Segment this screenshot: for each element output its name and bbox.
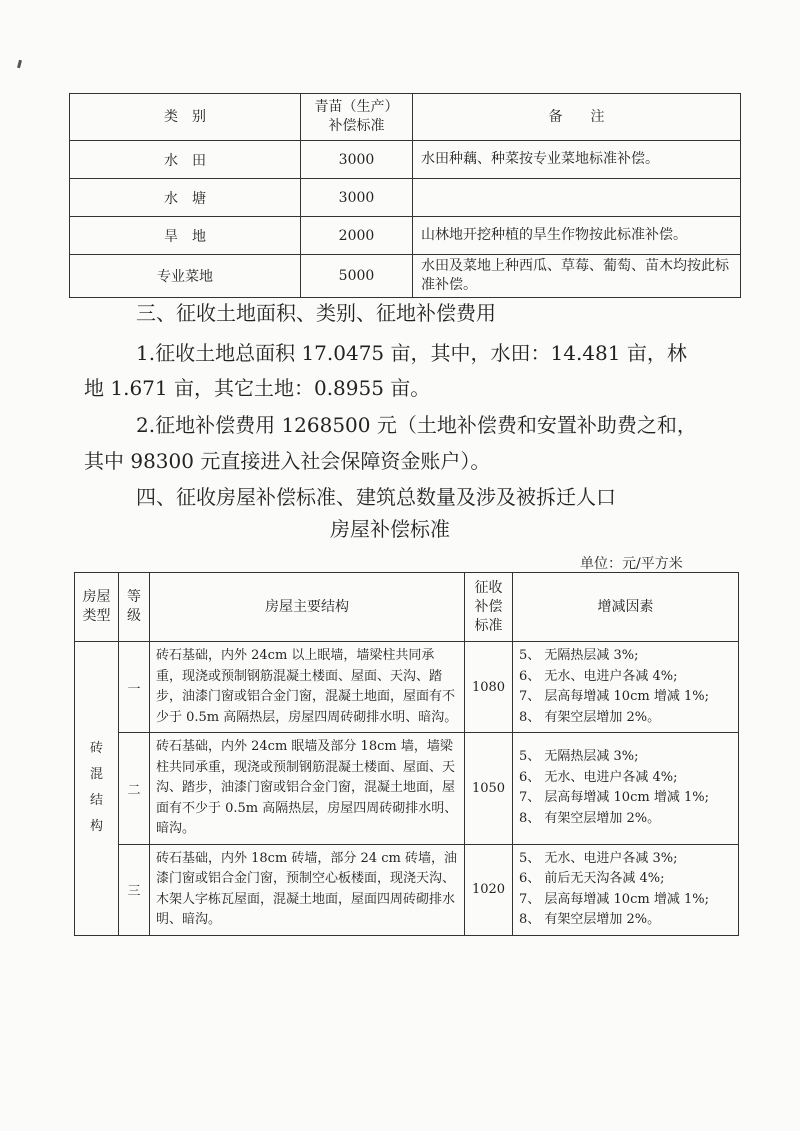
house-type: 砖混结构 — [90, 741, 104, 835]
header-house-type: 房屋 类型 — [75, 573, 119, 642]
table-row — [75, 642, 739, 733]
header-standard: 征收 补偿 标准 — [465, 573, 513, 642]
header-structure: 房屋主要结构 — [150, 573, 465, 642]
row-grade: 一 — [119, 642, 150, 733]
header-grade: 等 级 — [119, 573, 150, 642]
table-row — [70, 217, 741, 255]
section3-item1-line1: 1.征收土地总面积 17.0475 亩，其中，水田：14.481 亩，林 — [136, 341, 687, 365]
house-compensation-table — [74, 572, 739, 936]
row-category: 水 塘 — [70, 179, 301, 217]
header-category: 类 别 — [70, 94, 301, 141]
factor-item: 8、 有架空层增加 2%。 — [519, 709, 661, 725]
factor-item: 5、 无水、电进户各减 3%; — [519, 850, 678, 866]
factor-item: 7、 层高每增减 10cm 增减 1%; — [519, 790, 709, 806]
table-header-row — [75, 573, 739, 642]
row-category: 专业菜地 — [70, 255, 301, 298]
table-row — [70, 255, 741, 298]
row-grade: 二 — [119, 733, 150, 845]
table-row — [70, 141, 741, 179]
row-structure: 砖石基础，内外 18cm 砖墙，部分 24 cm 砖墙，油漆门窗或铝合金门窗，预制空心板楼面，现浇天沟、木架人字栋瓦屋面，混凝土地面，屋面四周砖砌排水明、暗沟。 — [150, 844, 465, 935]
row-standard: 1080 — [465, 642, 513, 733]
row-standard: 5000 — [301, 255, 413, 298]
table-row — [75, 733, 739, 845]
house-type-cell — [75, 642, 119, 936]
table-header-row — [70, 94, 741, 141]
row-category: 水 田 — [70, 141, 301, 179]
table-row — [75, 844, 739, 935]
factor-item: 6、 前后无天沟各减 4%; — [519, 871, 665, 886]
row-standard: 3000 — [301, 179, 413, 217]
factor-item: 7、 层高每增减 10cm 增减 1%; — [519, 689, 709, 704]
row-structure: 砖石基础，内外 24cm 眠墙及部分 18cm 墙，墙梁柱共同承重，现浇或预制钢筋混凝土楼面、屋面、天沟、踏步，油漆门窗或铝合金门窗，混凝土地面，屋面有不少于 0.5m 高隔热层，房屋四周砖砌排水明、暗沟。 — [150, 733, 465, 845]
factor-item: 5、 无隔热层减 3%; — [519, 749, 639, 765]
row-grade: 三 — [119, 844, 150, 935]
row-standard: 2000 — [301, 217, 413, 255]
row-note: 水田种藕、种菜按专业菜地标准补偿。 — [413, 141, 741, 179]
factor-item: 6、 无水、电进户各减 4%; — [519, 668, 678, 684]
row-note: 山林地开挖种植的旱生作物按此标准补偿。 — [413, 217, 741, 255]
section3-item1-line2: 地 1.671 亩，其它土地：0.8955 亩。 — [84, 376, 431, 400]
row-standard: 1050 — [465, 733, 513, 845]
section3-item2-line2: 其中 98300 元直接进入社会保障资金账户）。 — [84, 449, 491, 473]
table-row — [70, 179, 741, 217]
factor-item: 5、 无隔热层减 3%; — [519, 648, 639, 663]
section4-heading: 四、征收房屋补偿标准、建筑总数量及涉及被拆迁人口 — [136, 485, 616, 509]
row-note — [413, 179, 741, 217]
crop-compensation-table — [69, 93, 741, 298]
header-standard: 青苗（生产） 补偿标准 — [301, 94, 413, 141]
house-table-title: 房屋补偿标准 — [330, 517, 450, 541]
header-factors: 增减因素 — [513, 573, 739, 642]
unit-label: 单位：元/平方米 — [580, 556, 683, 572]
row-standard: 1020 — [465, 844, 513, 935]
row-standard: 3000 — [301, 141, 413, 179]
factor-item: 8、 有架空层增加 2%。 — [519, 912, 661, 927]
factor-item: 6、 无水、电进户各减 4%; — [519, 769, 678, 785]
row-note: 水田及菜地上种西瓜、草莓、葡萄、苗木均按此标准补偿。 — [413, 255, 741, 298]
row-factors — [513, 642, 739, 733]
section3-item2-line1: 2.征地补偿费用 1268500 元（土地补偿费和安置补助费之和， — [136, 413, 697, 437]
scan-speck — [17, 60, 22, 69]
row-factors — [513, 844, 739, 935]
factor-item: 8、 有架空层增加 2%。 — [519, 810, 661, 826]
row-factors — [513, 733, 739, 845]
row-structure: 砖石基础，内外 24cm 以上眠墙，墙梁柱共同承重，现浇或预制钢筋混凝土楼面、屋面、天沟、踏步，油漆门窗或铝合金门窗，混凝土地面，屋面有不少于 0.5m 高隔热层，房屋四周砖砌排水明、暗沟。 — [150, 642, 465, 733]
row-category: 旱 地 — [70, 217, 301, 255]
section3-heading: 三、征收土地面积、类别、征地补偿费用 — [136, 301, 496, 325]
factor-item: 7、 层高每增减 10cm 增减 1%; — [519, 891, 709, 907]
header-note: 备 注 — [413, 94, 741, 141]
